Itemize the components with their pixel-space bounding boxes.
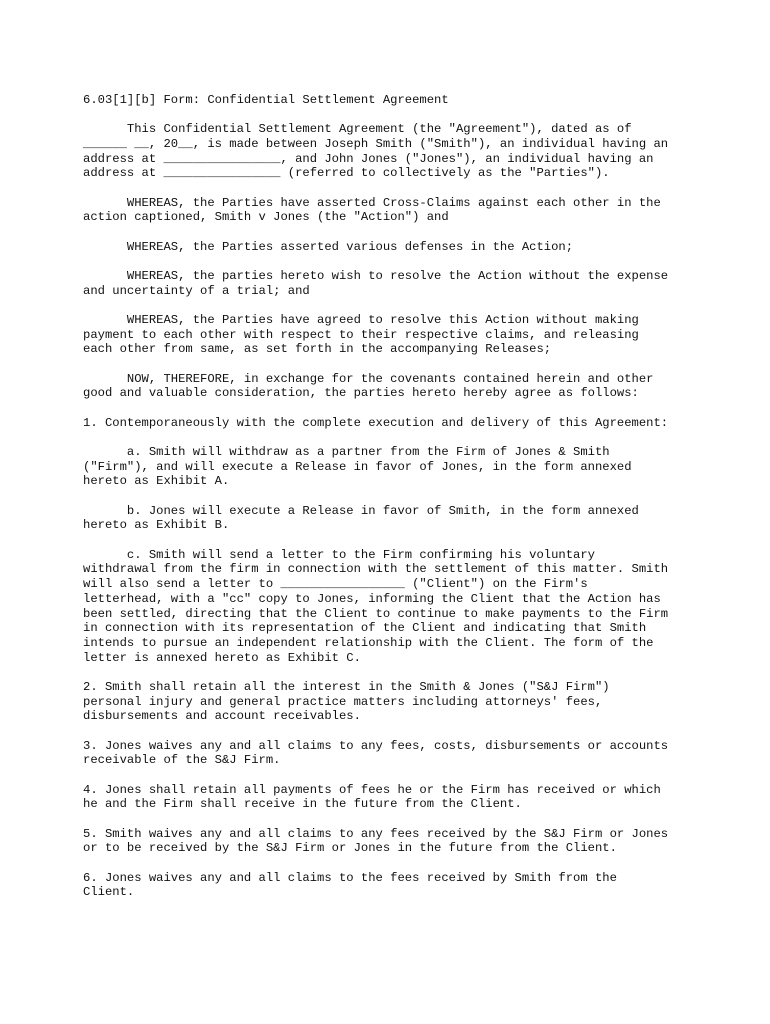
clause-2: 2. Smith shall retain all the interest in the Smith & Jones ("S&J Firm") personal injury and general practice matters including attorneys' fees, disbursements and account receivables.	[83, 679, 610, 724]
clause-6: 6. Jones waives any and all claims to the fees received by Smith from the Client.	[83, 870, 617, 900]
paragraph-intro: This Confidential Settlement Agreement (the "Agreement"), dated as of ______ __, 20__, is made between Joseph Smith ("Smith"), an individual having an address at ________________, and John Jones ("Jones"), an individual having an address at ________________ (referred to collectively as the "Parties").	[83, 122, 669, 181]
document-page	[83, 93, 703, 900]
clause-4: 4. Jones shall retain all payments of fees he or the Firm has received or which he and the Firm shall receive in the future from the Client.	[83, 782, 661, 812]
paragraph-whereas-resolve: WHEREAS, the parties hereto wish to resolve the Action without the expense and uncertainty of a trial; and	[83, 269, 669, 298]
paragraph-now-therefore: NOW, THEREFORE, in exchange for the covenants contained herein and other good and valuable consideration, the parties hereto hereby agree as follows:	[83, 371, 654, 401]
clause-1b: b. Jones will execute a Release in favor of Smith, in the form annexed hereto as Exhibit B.	[83, 503, 639, 533]
clause-5: 5. Smith waives any and all claims to any fees received by the S&J Firm or Jones or to be received by the S&J Firm or Jones in the future from the Client.	[83, 826, 669, 856]
clause-1c: c. Smith will send a letter to the Firm confirming his voluntary withdrawal from the firm in connection with the settlement of this matter. Smith will also send a letter to _________________ ("Client") on the Firm's letterhead, with a "cc" copy to Jones, informing the Client that the Action has been settled, directing that the Client to continue to make payments to the Firm in connection with its representation of the Client and indicating that Smith intends to pursue an independent relationship with the Client. The form of the letter is annexed hereto as Exhibit C.	[83, 547, 669, 665]
paragraph-whereas-cross-claims: WHEREAS, the Parties have asserted Cross-Claims against each other in the action captioned, Smith v Jones (the "Action") and	[83, 195, 661, 225]
document-title: 6.03[1][b] Form: Confidential Settlement Agreement	[83, 93, 449, 107]
clause-1a: a. Smith will withdraw as a partner from the Firm of Jones & Smith ("Firm"), and will execute a Release in favor of Jones, in the form annexed hereto as Exhibit A.	[83, 445, 632, 489]
clause-3: 3. Jones waives any and all claims to any fees, costs, disbursements or accounts receivable of the S&J Firm.	[83, 738, 669, 768]
paragraph-whereas-defenses: WHEREAS, the Parties asserted various defenses in the Action;	[83, 239, 574, 254]
clause-1: 1. Contemporaneously with the complete execution and delivery of this Agreement:	[83, 415, 669, 430]
paragraph-whereas-releases: WHEREAS, the Parties have agreed to resolve this Action without making payment to each other with respect to their respective claims, and releasing each other from same, as set forth in the accompanying Releases;	[83, 313, 639, 357]
